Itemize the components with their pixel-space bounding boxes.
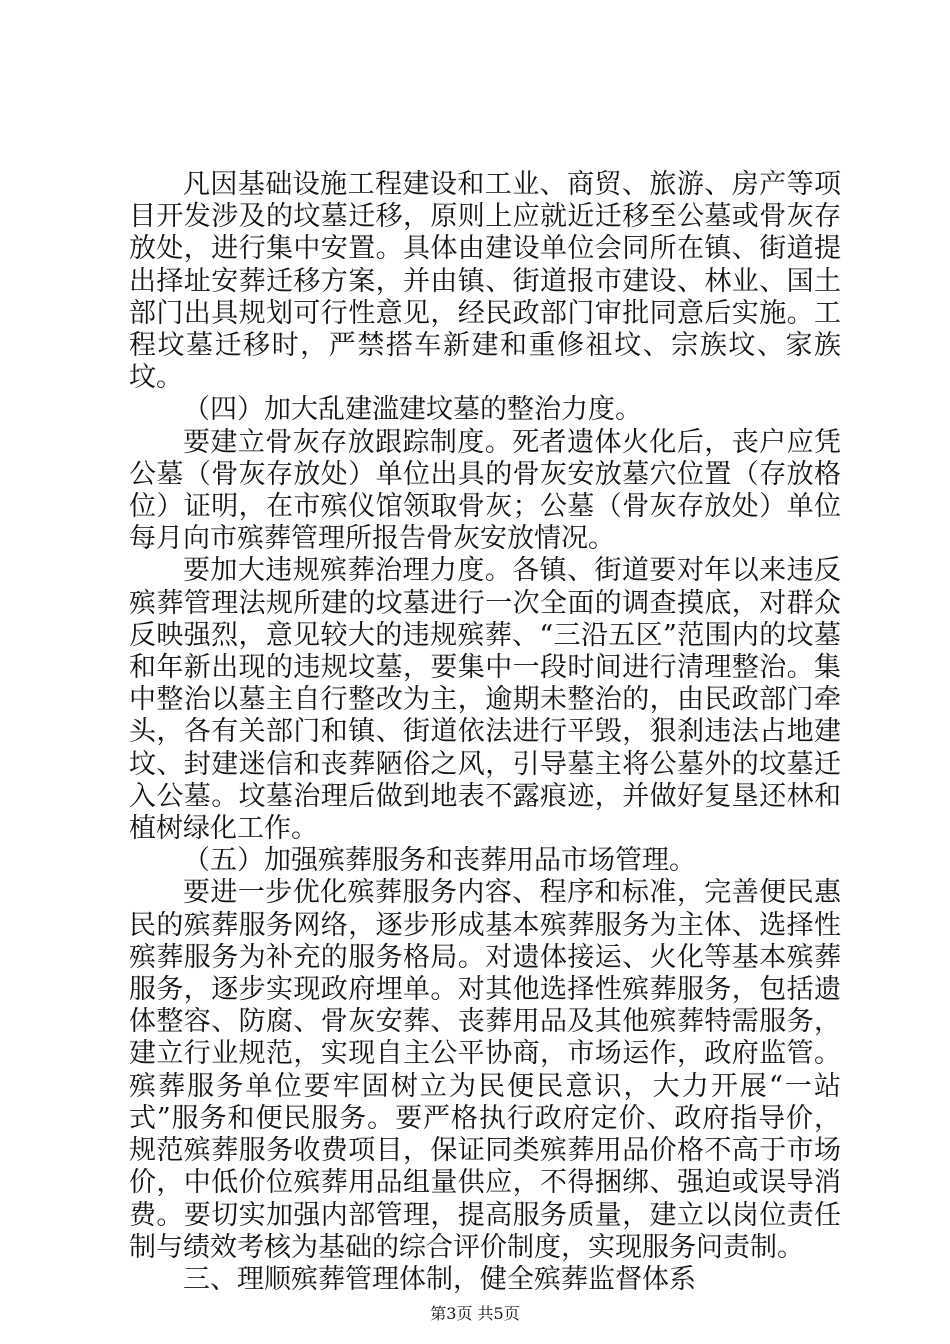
section-heading-5: （五）加强殡葬服务和丧葬用品市场管理。 xyxy=(183,845,696,877)
section-heading-3: 三、理顺殡葬管理体制，健全殡葬监督体系 xyxy=(183,1263,696,1295)
document-body xyxy=(129,169,841,1296)
section-heading-4: （四）加大乱建滥建坟墓的整治力度。 xyxy=(183,394,642,426)
paragraph-relocation: 凡因基础设施工程建设和工业、商贸、旅游、房产等项目开发涉及的坟墓迁移，原则上应就近迁移至公墓或骨灰存放处，进行集中安置。具体由建设单位会同所在镇、街道提出择址安葬迁移方案，并由镇、街道报市建设、林业、国土部门出具规划可行性意见，经民政部门审批同意后实施。工程坟墓迁移时，严禁搭车新建和重修祖坟、宗族坟、家族坟。 xyxy=(129,169,841,394)
paragraph-violation-governance: 要加大违规殡葬治理力度。各镇、街道要对年以来违反殡葬管理法规所建的坟墓进行一次全面的调查摸底，对群众反映强烈，意见较大的违规殡葬、“三沿五区”范围内的坟墓和年新出现的违规坟墓，要集中一段时间进行清理整治。集中整治以墓主自行整改为主，逾期未整治的，由民政部门牵头，各有关部门和镇、街道依法进行平毁，狠刹违法占地建坟、封建迷信和丧葬陋俗之风，引导墓主将公墓外的坟墓迁入公墓。坟墓治理后做到地表不露痕迹，并做好复垦还林和植树绿化工作。 xyxy=(129,555,841,845)
page-number-footer: 第3页 共5页 xyxy=(430,1304,520,1323)
paragraph-ash-tracking: 要建立骨灰存放跟踪制度。死者遗体火化后，丧户应凭公墓（骨灰存放处）单位出具的骨灰安放墓穴位置（存放格位）证明，在市殡仪馆领取骨灰；公墓（骨灰存放处）单位每月向市殡葬管理所报告骨灰安放情况。 xyxy=(129,426,841,555)
paragraph-funeral-service: 要进一步优化殡葬服务内容、程序和标准，完善便民惠民的殡葬服务网络，逐步形成基本殡葬服务为主体、选择性殡葬服务为补充的服务格局。对遗体接运、火化等基本殡葬服务，逐步实现政府埋单。对其他选择性殡葬服务，包括遗体整容、防腐、骨灰安葬、丧葬用品及其他殡葬特需服务，建立行业规范，实现自主公平协商，市场运作，政府监管。殡葬服务单位要牢固树立为民便民意识，大力开展“一站式”服务和便民服务。要严格执行政府定价、政府指导价，规范殡葬服务收费项目，保证同类殡葬用品价格不高于市场价，中低价位殡葬用品组量供应，不得捆绑、强迫或误导消费。要切实加强内部管理，提高服务质量，建立以岗位责任制与绩效考核为基础的综合评价制度，实现服务问责制。 xyxy=(129,877,841,1263)
